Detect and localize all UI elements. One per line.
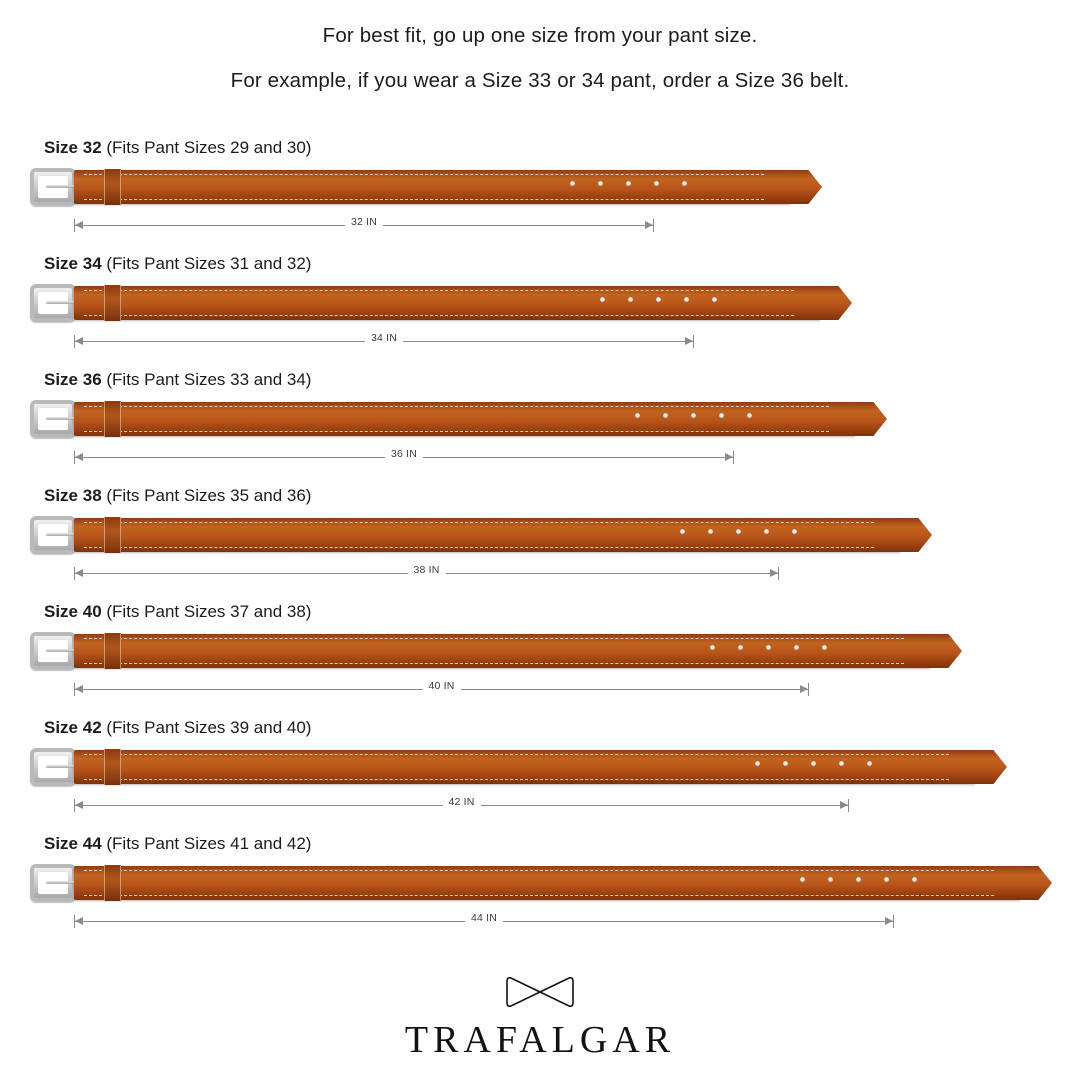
belt-size-label: Size 32 — [44, 138, 102, 157]
belt-fits-label: (Fits Pant Sizes 33 and 34) — [106, 370, 312, 389]
belt-hole — [654, 181, 659, 186]
dimension-label: 32 IN — [345, 216, 383, 228]
belt-hole — [635, 413, 640, 418]
belt-hole — [792, 529, 797, 534]
belt-fits-label: (Fits Pant Sizes 37 and 38) — [106, 602, 312, 621]
belt-hole — [839, 761, 844, 766]
dimension-label: 36 IN — [385, 448, 423, 460]
dimension-line — [74, 564, 779, 586]
belt-row-label — [44, 370, 311, 390]
dimension-label: 44 IN — [465, 912, 503, 924]
belt-hole — [912, 877, 917, 882]
belt-row — [0, 254, 1080, 370]
belt-row-label — [44, 138, 311, 158]
belt-graphic — [30, 628, 960, 674]
belt-hole — [738, 645, 743, 650]
belt-strap — [74, 750, 975, 784]
belt-hole — [680, 529, 685, 534]
belt-hole — [570, 181, 575, 186]
belt-hole — [710, 645, 715, 650]
belt-tip — [788, 170, 822, 204]
belt-hole — [712, 297, 717, 302]
belt-graphic — [30, 280, 850, 326]
belt-row — [0, 602, 1080, 718]
belt-row — [0, 370, 1080, 486]
belt-hole — [600, 297, 605, 302]
belt-graphic — [30, 860, 1050, 906]
belt-strap — [74, 518, 900, 552]
dimension-line — [74, 912, 894, 934]
belt-hole — [691, 413, 696, 418]
belt-rows — [0, 138, 1080, 950]
belt-hole — [736, 529, 741, 534]
belt-row-label — [44, 718, 311, 738]
belt-row — [0, 486, 1080, 602]
dimension-label: 42 IN — [442, 796, 480, 808]
belt-hole — [684, 297, 689, 302]
dimension-label: 34 IN — [365, 332, 403, 344]
belt-hole — [856, 877, 861, 882]
belt-hole — [656, 297, 661, 302]
belt-tip — [1018, 866, 1052, 900]
belt-hole — [628, 297, 633, 302]
belt-hole — [747, 413, 752, 418]
dimension-line — [74, 332, 694, 354]
belt-tip — [928, 634, 962, 668]
chart-header — [0, 26, 1080, 115]
belt-hole — [822, 645, 827, 650]
belt-hole — [884, 877, 889, 882]
belt-graphic — [30, 744, 1005, 790]
belt-fits-label: (Fits Pant Sizes 39 and 40) — [106, 718, 312, 737]
dimension-line — [74, 448, 734, 470]
belt-hole — [663, 413, 668, 418]
belt-fits-label: (Fits Pant Sizes 31 and 32) — [106, 254, 312, 273]
belt-hole — [766, 645, 771, 650]
belt-hole — [794, 645, 799, 650]
belt-tip — [898, 518, 932, 552]
belt-strap — [74, 866, 1020, 900]
belt-strap — [74, 634, 930, 668]
belt-strap — [74, 170, 790, 204]
brand-footer — [0, 974, 1080, 1062]
dimension-label: 40 IN — [422, 680, 460, 692]
belt-fits-label: (Fits Pant Sizes 29 and 30) — [106, 138, 312, 157]
dimension-line — [74, 680, 809, 702]
belt-graphic — [30, 164, 820, 210]
belt-hole — [598, 181, 603, 186]
belt-size-label: Size 42 — [44, 718, 102, 737]
belt-size-label: Size 36 — [44, 370, 102, 389]
belt-hole — [764, 529, 769, 534]
belt-tip — [973, 750, 1007, 784]
belt-row-label — [44, 254, 311, 274]
belt-hole — [800, 877, 805, 882]
belt-row — [0, 138, 1080, 254]
belt-size-label: Size 38 — [44, 486, 102, 505]
belt-graphic — [30, 512, 930, 558]
belt-row-label — [44, 486, 311, 506]
belt-row-label — [44, 834, 311, 854]
belt-hole — [755, 761, 760, 766]
belt-hole — [783, 761, 788, 766]
belt-fits-label: (Fits Pant Sizes 41 and 42) — [106, 834, 312, 853]
dimension-line — [74, 796, 849, 818]
belt-row — [0, 834, 1080, 950]
belt-tip — [818, 286, 852, 320]
dimension-line — [74, 216, 654, 238]
belt-hole — [811, 761, 816, 766]
belt-size-label: Size 40 — [44, 602, 102, 621]
belt-strap — [74, 402, 855, 436]
belt-size-label: Size 34 — [44, 254, 102, 273]
belt-row-label — [44, 602, 311, 622]
belt-hole — [626, 181, 631, 186]
belt-size-label: Size 44 — [44, 834, 102, 853]
belt-strap — [74, 286, 820, 320]
belt-fits-label: (Fits Pant Sizes 35 and 36) — [106, 486, 312, 505]
belt-hole — [828, 877, 833, 882]
belt-hole — [867, 761, 872, 766]
belt-hole — [682, 181, 687, 186]
bowtie-icon — [505, 974, 575, 1010]
belt-hole — [708, 529, 713, 534]
dimension-label: 38 IN — [407, 564, 445, 576]
header-line-2: For example, if you wear a Size 33 or 34 pant, order a Size 36 belt. — [230, 68, 850, 92]
belt-hole — [719, 413, 724, 418]
brand-name: TRAFALGAR — [404, 1019, 676, 1061]
belt-tip — [853, 402, 887, 436]
belt-graphic — [30, 396, 885, 442]
header-line-1: For best fit, go up one size from your pant size. — [322, 24, 758, 47]
belt-row — [0, 718, 1080, 834]
